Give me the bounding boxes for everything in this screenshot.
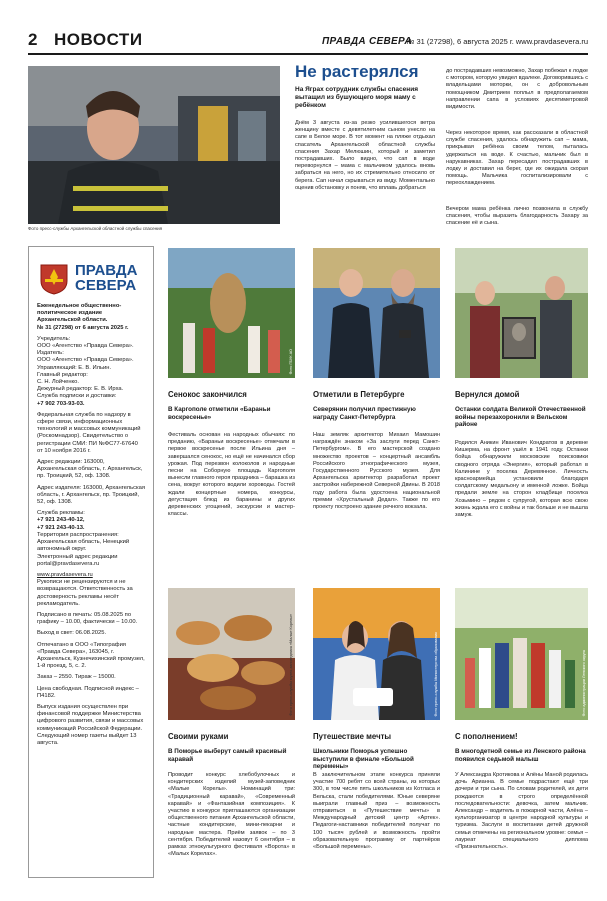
card-1-body: Фестиваль основан на народных обычаях: по преданию, «Бараньи воскресенье» отмечали в первое воскресенье после Ильина дня – завершался сенокос, но ещё не начинался сбор урожая. Под перезвон колоколов и народные песни на Соборную площадь Каргополя вынесли главного героя праздника – барашка из сена, вокруг которого водили хороводы. Гостей ждали концертные номера, конкурсы, дегустация блюд из баранины и других деревенских угощений, экскурсии и мастер-классы. <box>168 432 295 518</box>
card-3-subtitle: Останки солдата Великой Отечественной войны перезахоронили в Вельском районе <box>455 406 586 428</box>
card-3-body: Родился Аникин Иванович Кондратов в деревне Кишерма, на фронт ушёл в 1941 году. Останки бойца обнаружили московские поисковики сводного отряда «Энергия», который работал в Калинине у поселка Деревянное. Личность красноармейца установили благодаря солдатскому медальону и именной ложке. Бойца предали земле на сторон кладбище поселка Хозьмино – рядом с супругой, которая всю свою жизнь ждала его с войны и так больше и не вышла замуж. <box>455 440 588 519</box>
registration: Федеральная служба по надзору в сфере связи, информационных технологий и массовых коммуникаций (Роскомнадзор). Свидетельство о регистрации СМИ: ПИ №ФС77-67640 от 10 ноября 2016 г. <box>37 411 141 454</box>
issue-number: № 31 (27298) от 6 августа 2025 г. <box>37 324 129 331</box>
order-circulation: Заказ – 2550. Тираж – 15000. <box>37 674 116 681</box>
release-date: Выход в свет: 06.08.2025. <box>37 630 107 637</box>
ads-phone-2[interactable]: +7 921 243-40-13. <box>37 524 85 531</box>
card-2-subtitle: Северянин получил престижную награду Санкт-Петербурга <box>313 406 416 421</box>
lead-text-col2c: Вечером мама ребёнка лично позвонила в службу спасения, чтобы выразить благодарность Захару за спасение её и сына. <box>446 206 588 227</box>
card-2-title: Отметили в Петербурге <box>313 390 405 399</box>
issue-meta: № 31 (27298), 6 августа 2025 г. www.pravdasevera.ru <box>406 37 588 46</box>
card-4-title: Своими руками <box>168 732 229 741</box>
lead-subtitle: На Яграх сотрудник службы спасения вытащил из бушующего моря маму с ребёнком <box>295 86 418 109</box>
editor: С. Н. Лойченко. <box>37 379 79 386</box>
card-2-body: Наш земляк архитектор Михаил Мамошин награждён знаком «За заслуги перед Санкт-Петербургом». В его мастерской создано множество проектов – концертный ансамбль Российского этнографического музея, Государственного Русского музея. Для Архангельска архитектор разработал проект застройки набережной Северной Двины. В 2018 году работа была удостоена национальной премии «Хрустальный Дедал». Также по его проекту построено здание речного вокзала. <box>313 432 440 511</box>
email[interactable]: portal@pravdasevera.ru <box>37 560 100 567</box>
card-1-photo <box>168 248 295 378</box>
founder: ООО «Агентство «Правда Севера». <box>37 343 134 350</box>
site-link[interactable]: www.pravdasevera.ru <box>37 571 93 578</box>
card-1-subtitle: В Каргополе отметили «Бараньи воскресенье» <box>168 406 271 421</box>
email-label: Электронный адрес редакции <box>37 553 118 560</box>
card-3-photo <box>455 248 588 378</box>
card-5-title: Путешествие мечты <box>313 732 392 741</box>
card-4-photo <box>168 588 295 720</box>
publisher: ООО «Агентство «Правда Севера». <box>37 357 134 364</box>
subs-label: Служба подписки и доставки: <box>37 393 117 400</box>
next-issue: Следующий номер газеты выйдет 13 августа. <box>37 732 137 746</box>
card-6-photo <box>455 588 588 720</box>
card-1-title: Сенокос закончился <box>168 390 247 399</box>
support-note: Выпуск издания осуществлен при финансовой поддержке Министерства цифрового развития, связи и массовых коммуникаций Российской Федерации. <box>37 703 144 732</box>
ads-phone-1[interactable]: +7 921 243-40-12, <box>37 517 85 524</box>
card-6-credit: Фото администрации Ленского округа <box>582 649 586 716</box>
lead-text-col1: Днём 3 августа из-за резко усилившегося ветра женщину вместе с девятилетним сыном унесло на сапе в Белое море. В тот момент на пляже отдыхал спасатель Архангельской областной службы спасения Захар Мелюшин, который и заметил пострадавших. Было видно, что сап в воде переворнулся – мама с мальчиком удалось вновь забраться на него, но их стремительно относило от берега. Сап начал скрываться из виду. Моментально оценив обстановку и поняв, что вплавь добраться <box>295 120 435 191</box>
card-6-subtitle: В многодетной семье из Ленского района появился седьмой малыш <box>455 748 586 763</box>
imprint-sidebar <box>28 246 154 878</box>
territory: Территория распространения: Архангельская область, Ненецкий автономный округ. <box>37 531 130 553</box>
duty-editor: Дежурный редактор: Е. В. Ирха. <box>37 386 124 393</box>
lead-text-col2b: Через некоторое время, как рассказали в областной службе спасения, удалось обнаружить сап – мама, прикрывая ребёнка своим телом, пыталась удержаться на воде. К счастью, мальчик был в нарукавниках. Захар пересадил пострадавших в лодку и доставил на берег, где их ожидала скорая помощь. Мальчика госпитализировали с переохлаждением. <box>446 130 588 187</box>
header-rule <box>28 53 588 55</box>
card-3-title: Вернулся домой <box>455 390 520 399</box>
card-4-body: Проводит конкурс хлебобулочных и кондитерских изделий музей-заповедник «Малые Корелы». Номинаций три: «Традиционный каравай», «Современный каравай» и «Фантазийная композиция». К участию в конкурсе приглашаются организации общественного питания Архангельской области, частные кондитерские, мини-пекарни и народные мастера. Приём заявок – по 3 сентября. Победителей назовут 6 сентября – в рамках этнокультурного фестиваля «Ворота» в «Малых Корелах». <box>168 772 295 858</box>
subs-phone[interactable]: +7 902 703-93-03. <box>37 400 85 407</box>
printed-by: Отпечатано в ООО «Типография «Правда Севера», 163045, г. Архангельск, Кузнечихинский промузел, 1-й проезд, 5, с. 2. <box>37 641 145 670</box>
card-5-credit: Фото пресс-службы Министерства образования <box>434 631 438 716</box>
lead-text-col2: до пострадавших невозможно, Захар побежал к лодке с мотором, которую увидел вдалеке. Договорившись с владельцами моторки, он с добровольным помощником Дмитрием поплыл в предполагаемом направлении сапа в условиях десятиметровой видимости. <box>446 68 588 111</box>
card-5-photo <box>313 588 440 720</box>
page-header <box>28 30 588 52</box>
manuscripts-note: Рукописи не рецензируются и не возвращаются. Ответственность за достоверность рекламы несёт рекламодатель. <box>37 579 133 607</box>
brand-name: ПРАВДА СЕВЕРА <box>75 262 138 294</box>
signed: Подписано в печать: 05.08.2025 по графику – 10.00, фактически – 10.00. <box>37 611 138 626</box>
price-index: Цена свободная. Подписной индекс – П4182. <box>37 685 139 699</box>
founder-label: Учредитель: <box>37 335 71 342</box>
ads-label: Служба рекламы: <box>37 510 85 517</box>
paper-logo <box>37 255 145 303</box>
lead-photo <box>28 66 280 224</box>
manager: Управляющий: Е. В. Ильин. <box>37 364 112 371</box>
editorial-address: Адрес редакции: 163000, Архангельская область, г. Архангельск, пр. Троицкий, 52, оф. 1308. <box>37 459 143 480</box>
section-title: НОВОСТИ <box>54 30 143 49</box>
card-5-body: В заключительном этапе конкурса приняли участие 700 ребят со всей страны, из которых 300, в том числе пять школьников из Котласа и Вельска, стали победителями. Юные северяне выиграли главный приз – возможность отправиться в «Путешествие мечты» в Международный детский центр «Артек». Педагоги-наставники победителей получат по 100 тысяч рублей и возможность пройти образовательную программу от партнёров «Большой перемены». <box>313 772 440 851</box>
editor-label: Главный редактор: <box>37 371 88 378</box>
coat-of-arms-icon <box>39 263 69 295</box>
card-2-photo <box>313 248 440 378</box>
card-6-title: С пополнением! <box>455 732 518 741</box>
publisher-label: Издатель: <box>37 350 64 357</box>
card-4-credit: Фото пресс-службы музея-заповедника «Малые Корелы» <box>289 614 293 716</box>
lead-title: Не растерялся <box>295 62 419 81</box>
page-number: 2 <box>28 30 38 49</box>
about: Еженедельное общественно-политическое издание Архангельской области. <box>37 303 122 324</box>
publisher-address: Адрес издателя: 163000, Архангельская область, г. Архангельск, пр. Троицкий, 52, оф. 1308. <box>37 484 146 506</box>
paper-name: ПРАВДА СЕВЕРА <box>322 36 412 47</box>
card-1-credit: Фото ГБУК АО <box>289 348 293 374</box>
card-4-subtitle: В Поморье выберут самый красивый каравай <box>168 748 287 763</box>
lead-photo-caption: Фото пресс-службы Архангельской областной службы спасения <box>28 226 163 231</box>
card-6-body: У Александра Кротикова и Алёны Маной родилась дочь Арианна. В семье подрастают ещё три дочери и три сына. По словам родителей, их дети рождаются в строго определённой последовательности: девочка, затем мальчик. Александр – водитель в пожарной части, Алёна – культорганизатор в центре народной культуры и туризма. Заслуги в воспитании детей дружной семьи отмечены на региональном уровне: семья – лауреат специального диплома «Признательность». <box>455 772 588 851</box>
card-5-subtitle: Школьники Поморья успешно выступили в финале «Большой перемены» <box>313 748 414 770</box>
